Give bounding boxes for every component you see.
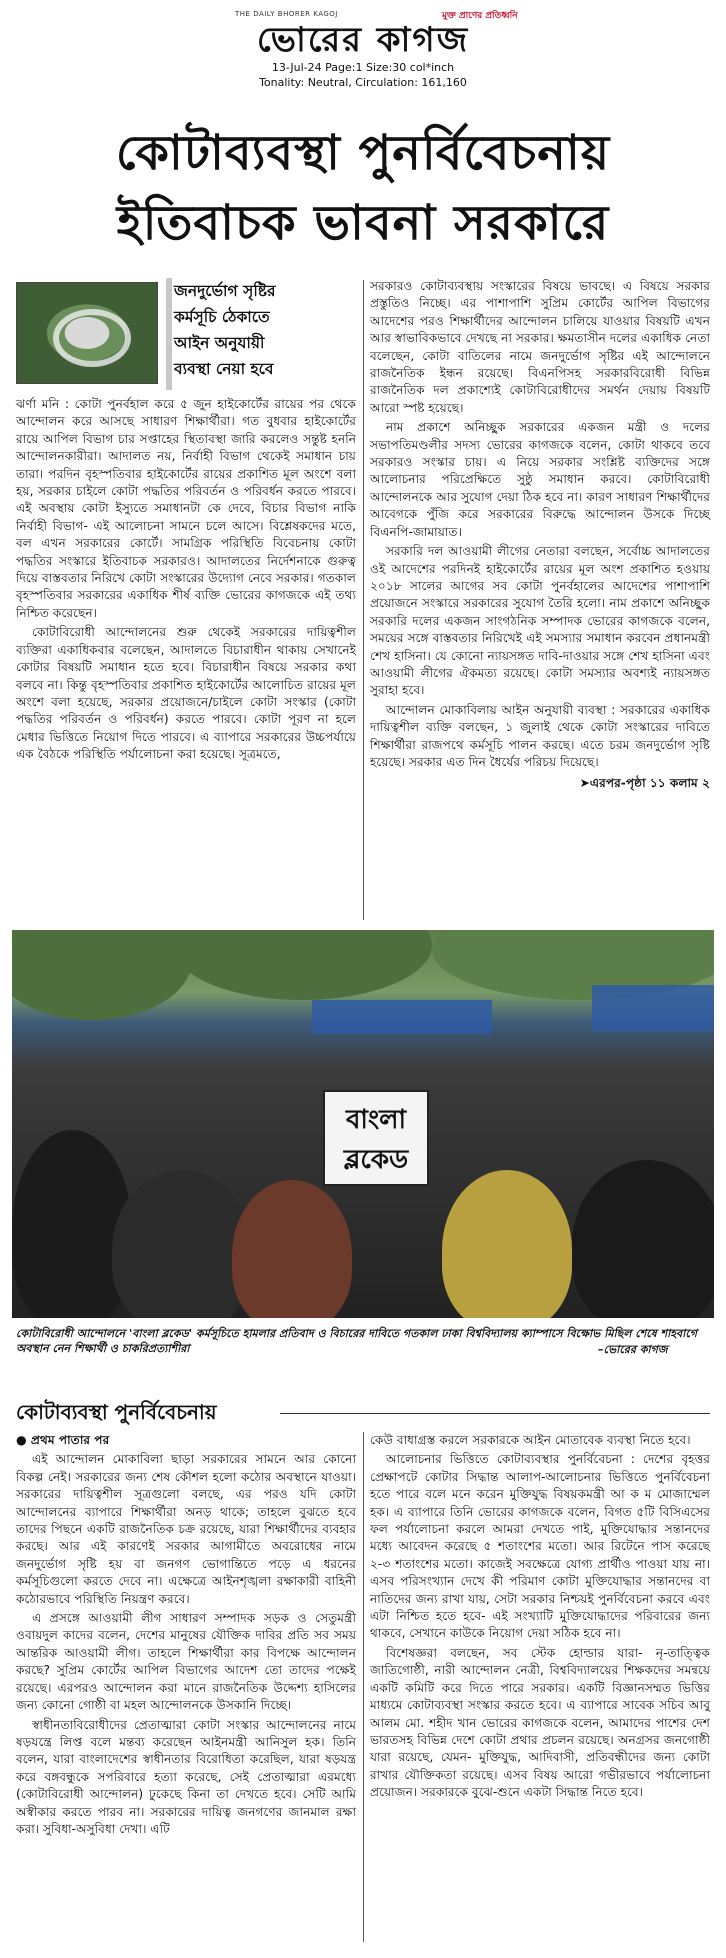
story-paragraph: ঝর্ণা মনি : কোটা পুনর্বহাল করে ৫ জুন হাইকোর্টের রায়ের পর থেকে আন্দোলন করে আসছে সাধারণ শিক্ষার্থীরা। গত বুধবার হাইকোর্টের রায়ে আপিল বিভাগ চার সপ্তাহের স্থিতাবস্থা জারি করলেও সন্তুষ্ট হননি আন্দোলনকারীরা। আদালত নয়, নির্বাহী বিভাগ থেকেই সমাধান চায় তারা। পরদিন বৃহস্পতিবার হাইকোর্টের রায়ের প্রকাশিত মূল অংশে বলা হয়, সরকার চাইলে কোটা পদ্ধতির পরিবর্তন ও পরিবর্ধন করতে পারবে। এই অবস্থায় কোটা ইস্যুতে সমাধানটা কে দেবে, বিচার বিভাগ নাকি নির্বাহী বিভাগ- এই আলোচনা সামনে চলে আসে। বিশ্লেষকদের মতে, বল এখন সরকারের কোর্টে। সামগ্রিক পরিস্থিতি বিবেচনায় কোটা পদ্ধতির সংস্কারে ইতিবাচক সরকারও। আদালতের নির্দেশনাকে গুরুত্ব দিয়ে বাস্তবতার নিরিখে কোটা সংস্কারের উদ্যোগ নেবে সরকার। গতকাল বৃহস্পতিবার সরকারের একাধিক শীর্ষ ব্যক্তি ভোরের কাগজকে এই তথ্য নিশ্চিত করেছেন। xyxy=(16,397,356,620)
photo-crowd xyxy=(572,1160,714,1318)
story-paragraph: এই আন্দোলন মোকাবিলা ছাড়া সরকারের সামনে আর কোনো বিকল্প নেই। সরকারের জন্য শেষ কৌশল হলো কঠোর অবস্থানে যাওয়া। সরকারের দায়িত্বশীল সূত্রগুলো বলছে, এর পরও যদি কোটা আন্দোলনের ব্যাপারে শিক্ষার্থীরা অনড় থাকে; তাহলে বুঝতে হবে তাদের পিছনে একটি রাজনৈতিক চক্র রয়েছে, যারা শিক্ষার্থীদের ব্যবহার করছে। আর এই কারণেই সরকার আগামীতে অবরোধের নামে জনদুর্ভোগ সৃষ্টি হয় বা জনগণ ভোগান্তিতে পড়ে এ ধরনের কর্মসূচিগুলো করতে দেবে না। এক্ষেত্রে আইনশৃঙ্খলা রক্ষাকারী বাহিনী কঠোরভাবে পরিস্থিতি নিয়ন্ত্রণ করবে। xyxy=(16,1452,356,1606)
headline-line-2: ইতিবাচক ভাবনা সরকারে xyxy=(116,195,610,251)
column-divider xyxy=(363,1432,364,1942)
story-paragraph: স্বাধীনতাবিরোধীদের প্রেতাত্মারা কোটা সংস্কার আন্দোলনের নামে ষড়যন্ত্রে লিপ্ত বলে মন্তব্য করেছেন আইনমন্ত্রী আনিসুল হক। তিনি বলেন, যারা বাংলাদেশের স্বাধীনতার বিরোধিতা করেছিল, যারা ষড়যন্ত্র করে বঙ্গবন্ধুকে সপরিবারে হত্যা করেছে, সেই প্রেতাত্মারা এরমধ্যে (কোটাবিরোধী আন্দোলন) ঢুকেছে কিনা তা দেখতে হবে। সেটি আমি অস্বীকার করতে পারব না। সরকারের দায়িত্ব জনগণের জানমাল রক্ষা করা। সুবিধা-অসুবিধা দেখা। এটি xyxy=(16,1717,356,1836)
photo-caption: কোটাবিরোধী আন্দোলনে 'বাংলা ব্লকেড' কর্মসূচিতে হামলার প্রতিবাদ ও বিচারের দাবিতে গতকাল ঢাকা বিশ্ববিদ্যালয় ক্যাম্পাসে বিক্ষোভ মিছিল শেষে শাহবাগে অবস্থান নেন শিক্ষার্থী ও চাকরিপ্রত্যাশীরা xyxy=(16,1327,697,1355)
story-right-column xyxy=(370,278,710,793)
clipping-date-size: 13-Jul-24 Page:1 Size:30 col*inch xyxy=(271,61,455,74)
clipping-tonality: Tonality: Neutral, Circulation: 161,160 xyxy=(259,76,467,89)
masthead xyxy=(0,0,726,96)
callout-line-4: ব্যবস্থা নেয়া হবে xyxy=(174,360,274,378)
continuation-heading: কোটাব্যবস্থা পুনর্বিবেচনায় xyxy=(16,1400,217,1424)
continuation-right-column xyxy=(370,1432,710,1804)
story-paragraph: বিশেষজ্ঞরা বলছেন, সব স্টেক হোল্ডার যারা- নৃ-তাত্ত্বিক জাতিগোষ্ঠী, নারী আন্দোলন নেত্রী, বিশ্ববিদ্যালয়ের শিক্ষকদের সমন্বয়ে একটি কমিটি করে দিতে পারে সরকার। একটি বিজ্ঞানসম্মত ভিত্তির মাধ্যমে কোটাব্যবস্থা সংস্কার করতে হবে। এ ব্যাপারে সাবেক সচিব আবু আলম মো. শহীদ খান ভোরের কাগজকে বলেন, আমাদের পাশের দেশ ভারতসহ বিভিন্ন দেশে কোটা প্রথার প্রচলন রয়েছে। অনগ্রসর জনগোষ্ঠী যারা রয়েছে, যেমন- মুক্তিযুদ্ধ, আদিবাসী, প্রতিবন্ধীদের জন্য কোটা রাখার যৌক্তিকতা রয়েছে। এসব বিষয় আরো গভীরভাবে পর্যালোচনা প্রয়োজন। সরকারকে বুঝে-শুনে একটা সিদ্ধান্ত নিতে হবে। xyxy=(370,1645,710,1800)
headline-line-1: কোটাব্যবস্থা পুনর্বিবেচনায় xyxy=(115,125,611,181)
protest-photo xyxy=(12,930,714,1318)
callout-line-2: কর্মসূচি ঠেকাতে xyxy=(174,308,270,326)
newspaper-logo: ভোরের কাগজ xyxy=(256,20,470,60)
photo-trees xyxy=(172,930,432,1000)
photo-credit: –ভোরের কাগজ xyxy=(598,1343,668,1356)
photo-tents xyxy=(312,1000,492,1034)
callout-bar xyxy=(166,278,172,390)
bangla-blockade-placard xyxy=(323,1090,429,1186)
thumbnail-crowd-ring xyxy=(53,309,131,367)
story-paragraph: আলোচনার ভিত্তিতে কোটাব্যবস্থার পুনর্বিবেচনা : দেশের বৃহত্তর প্রেক্ষাপটে কোটার সিদ্ধান্ত আলাপ-আলোচনার ভিত্তিতে পুনর্বিবেচনা হতে পারে বলে মনে করেন মুক্তিযুদ্ধ বিষয়কমন্ত্রী আ ক ম মোজাম্মেল হক। এ ব্যাপারে তিনি ভোরের কাগজকে বলেন, বিগত ৫টি বিসিএসের ফল পর্যালোচনা করলে আমরা দেখতে পাই, মুক্তিযোদ্ধার সন্তানদের মধ্যে আবেদন করেছে ৫ শতাংশের মতো। আর রিটেনে পাস করেছে ২-৩ শতাংশের মতো। কাজেই সবক্ষেত্রে যোগ্য প্রার্থীও পাওয়া যায় না। এসব পরিসংখ্যান দেখে কী পরিমাণ কোটা মুক্তিযোদ্ধার সন্তানদের বা নাতিদের জন্য রাখা যায়, সেটা সরকার নিশ্চয়ই পুনর্বিবেচনা করবে এবং এটা নিশ্চিত হতে হবে- এই সংখ্যাটি মুক্তিযোদ্ধাদের পরিবারের জন্য থাকবে, সেখানে কাউকে নিয়োগ দেয়া সঠিক হবে না। xyxy=(370,1452,710,1641)
story-paragraph: সরকারও কোটাব্যবস্থায় সংস্কারের বিষয়ে ভাবছে। এ বিষয়ে সরকার প্রস্তুতিও নিচ্ছে। এর পাশাপাশি সুপ্রিম কোর্টের আপিল বিভাগের আদেশের পরও শিক্ষার্থীদের আন্দোলন চালিয়ে যাওয়ার বিষয়টি এখন আর স্বাভাবিকভাবে দেখছে না সরকার। ক্ষমতাসীন দলের একাধিক নেতা বলেছেন, কোটা বাতিলের নামে জনদুর্ভোগ সৃষ্টির এই আন্দোলনে রাজনৈতিক ইন্ধন রয়েছে। বিএনপিসহ সরকারবিরোধী বিভিন্ন রাজনৈতিক দল প্রকাশ্যেই কোটাবিরোধীদের সমর্থন দেয়ায় বিষয়টি আরো স্পষ্ট হয়েছে। xyxy=(370,279,710,415)
masthead-slogan: মুক্ত প্রাণের প্রতিধ্বনি xyxy=(442,11,518,21)
clipping-meta xyxy=(0,60,726,90)
placard-line-2: ব্লকেড xyxy=(343,1145,409,1175)
heading-rule xyxy=(280,1413,710,1414)
main-headline xyxy=(8,118,718,258)
callout-line-3: আইন অনুযায়ী xyxy=(174,334,265,352)
column-divider xyxy=(363,280,364,920)
aerial-protest-thumbnail xyxy=(16,282,158,384)
story-paragraph: কোটাবিরোধী আন্দোলনের শুরু থেকেই সরকারের দায়িত্বশীল ব্যক্তিরা একাধিকবার বলেছেন, আদালতে বিচারাধীন থাকায় সেখানেই কোটার বিষয়টি সমাধান হতে হবে। বিচারাধীন বিষয়ে সরকার কথা বলবে না। কিন্তু বৃহস্পতিবার প্রকাশিত হাইকোর্টের আলোচিত রায়ের মূল অংশে বলা হয়েছে, সরকার প্রয়োজনে/চাইলে কোটা সংস্কার (কোটা পদ্ধতির পরিবর্তন ও পরিবর্ধন) করতে পারবে। কোটা পূরণ না হলে মেধার ভিত্তিতে নিয়োগ দিতে পারবে। এ ব্যাপারে সরকারের উচ্চপর্যায়ে এক বৈঠকে পরিস্থিতি পর্যালোচনা করা হয়েছে। সূত্রমতে, xyxy=(16,625,356,762)
masthead-english-label: THE DAILY BHORER KAGOJ xyxy=(235,10,338,18)
story-paragraph: আন্দোলন মোকাবিলায় আইন অনুযায়ী ব্যবস্থা : সরকারের একাধিক দায়িত্বশীল ব্যক্তি বলছেন, ১ জুলাই থেকে কোটা সংস্কারের দাবিতে শিক্ষার্থীরা রাজপথে কর্মসূচি পালন করছে। এতে চরম জনদুর্ভোগ সৃষ্টি হয়েছে। সরকার এত দিন ধৈর্যের পরিচয় দিয়েছে। xyxy=(370,702,710,769)
story-left-column xyxy=(16,396,356,766)
story-callout xyxy=(166,278,324,390)
continuation-left-column xyxy=(16,1432,356,1840)
photo-crowd xyxy=(12,1130,132,1318)
continued-on-page: ➤এরপর-পৃষ্ঠা ১১ কলাম ২ xyxy=(579,776,710,791)
story-paragraph: নাম প্রকাশে অনিচ্ছুক সরকারের একজন মন্ত্রী ও দলের সভাপতিমণ্ডলীর সদস্য ভোরের কাগজকে বলেন, কোটা থাকবে তবে সরকারও সংস্কার চায়। এ নিয়ে সরকার সংশ্লিষ্ট ব্যক্তিদের সঙ্গে আলোচনার পরিপ্রেক্ষিতে সুষ্ঠু সমাধান করবে। কোটাবিরোধী আন্দোলনকে আর সুযোগ দেয়া ঠিক হবে না। কারণ সাধারণ শিক্ষার্থীদের আবেগকে পুঁজি করে সরকারের বিরুদ্ধে আন্দোলন উসকে দিচ্ছে বিএনপি-জামায়াত। xyxy=(370,420,710,539)
placard-line-1: বাংলা xyxy=(345,1105,407,1135)
photo-crowd xyxy=(232,1180,352,1318)
from-front-page-label: ● প্রথম পাতার পর xyxy=(16,1433,110,1447)
story-paragraph: কেউ বাধাগ্রস্ত করলে সরকারকে আইন মোতাবেক ব্যবস্থা নিতে হবে। xyxy=(370,1433,691,1447)
photo-trees xyxy=(12,930,192,1020)
photo-crowd xyxy=(112,1170,252,1318)
story-paragraph: সরকারি দল আওয়ামী লীগের নেতারা বলছেন, সর্বোচ্চ আদালতের ওই আদেশের পরদিনই হাইকোর্টের রায়ের মূল অংশ প্রকাশিত হওয়ায় ২০১৮ সালের আগের সব কোটা পুনর্বহালের আদেশের পাশাপাশি প্রয়োজনে সংস্কারে সরকারের সুযোগ তৈরি হলো। নাম প্রকাশে অনিচ্ছুক সরকারি দলের একজন সাংগঠনিক সম্পাদক ভোরের কাগজকে বলেন, সময়ের সঙ্গে বাস্তবতার নিরিখেই এই সমস্যার সমাধান করবেন প্রধানমন্ত্রী শেখ হাসিনা। যে কোনো ন্যায়সঙ্গত দাবি-দাওয়ার সঙ্গে শেখ হাসিনা এবং আওয়ামী লীগের ঐকমত্য রয়েছে। কোটা সমস্যার অবশ্যই ন্যায়সঙ্গত সুরাহা হবে। xyxy=(370,544,710,698)
photo-tents xyxy=(592,985,714,1031)
photo-crowd xyxy=(442,1170,572,1318)
story-paragraph: এ প্রসঙ্গে আওয়ামী লীগ সাধারণ সম্পাদক সড়ক ও সেতুমন্ত্রী ওবায়দুল কাদের বলেন, দেশের মানুষের যৌক্তিক দাবির প্রতি সব সময় আন্তরিক আওয়ামী লীগ। তাহলে শিক্ষার্থীরা কার বিপক্ষে আন্দোলন করছে? সুপ্রিম কোর্টের আপিল বিভাগের আদেশ তো তাদের পক্ষেই রয়েছে। এরপরও আন্দোলন করা মানে রাজনৈতিক উদ্দেশ্য হাসিলের জন্য কোনো গোষ্ঠী বা মহল আন্দোলনকে উসকানি দিচ্ছে। xyxy=(16,1611,356,1713)
callout-line-1: জনদুর্ভোগ সৃষ্টির xyxy=(174,282,276,300)
